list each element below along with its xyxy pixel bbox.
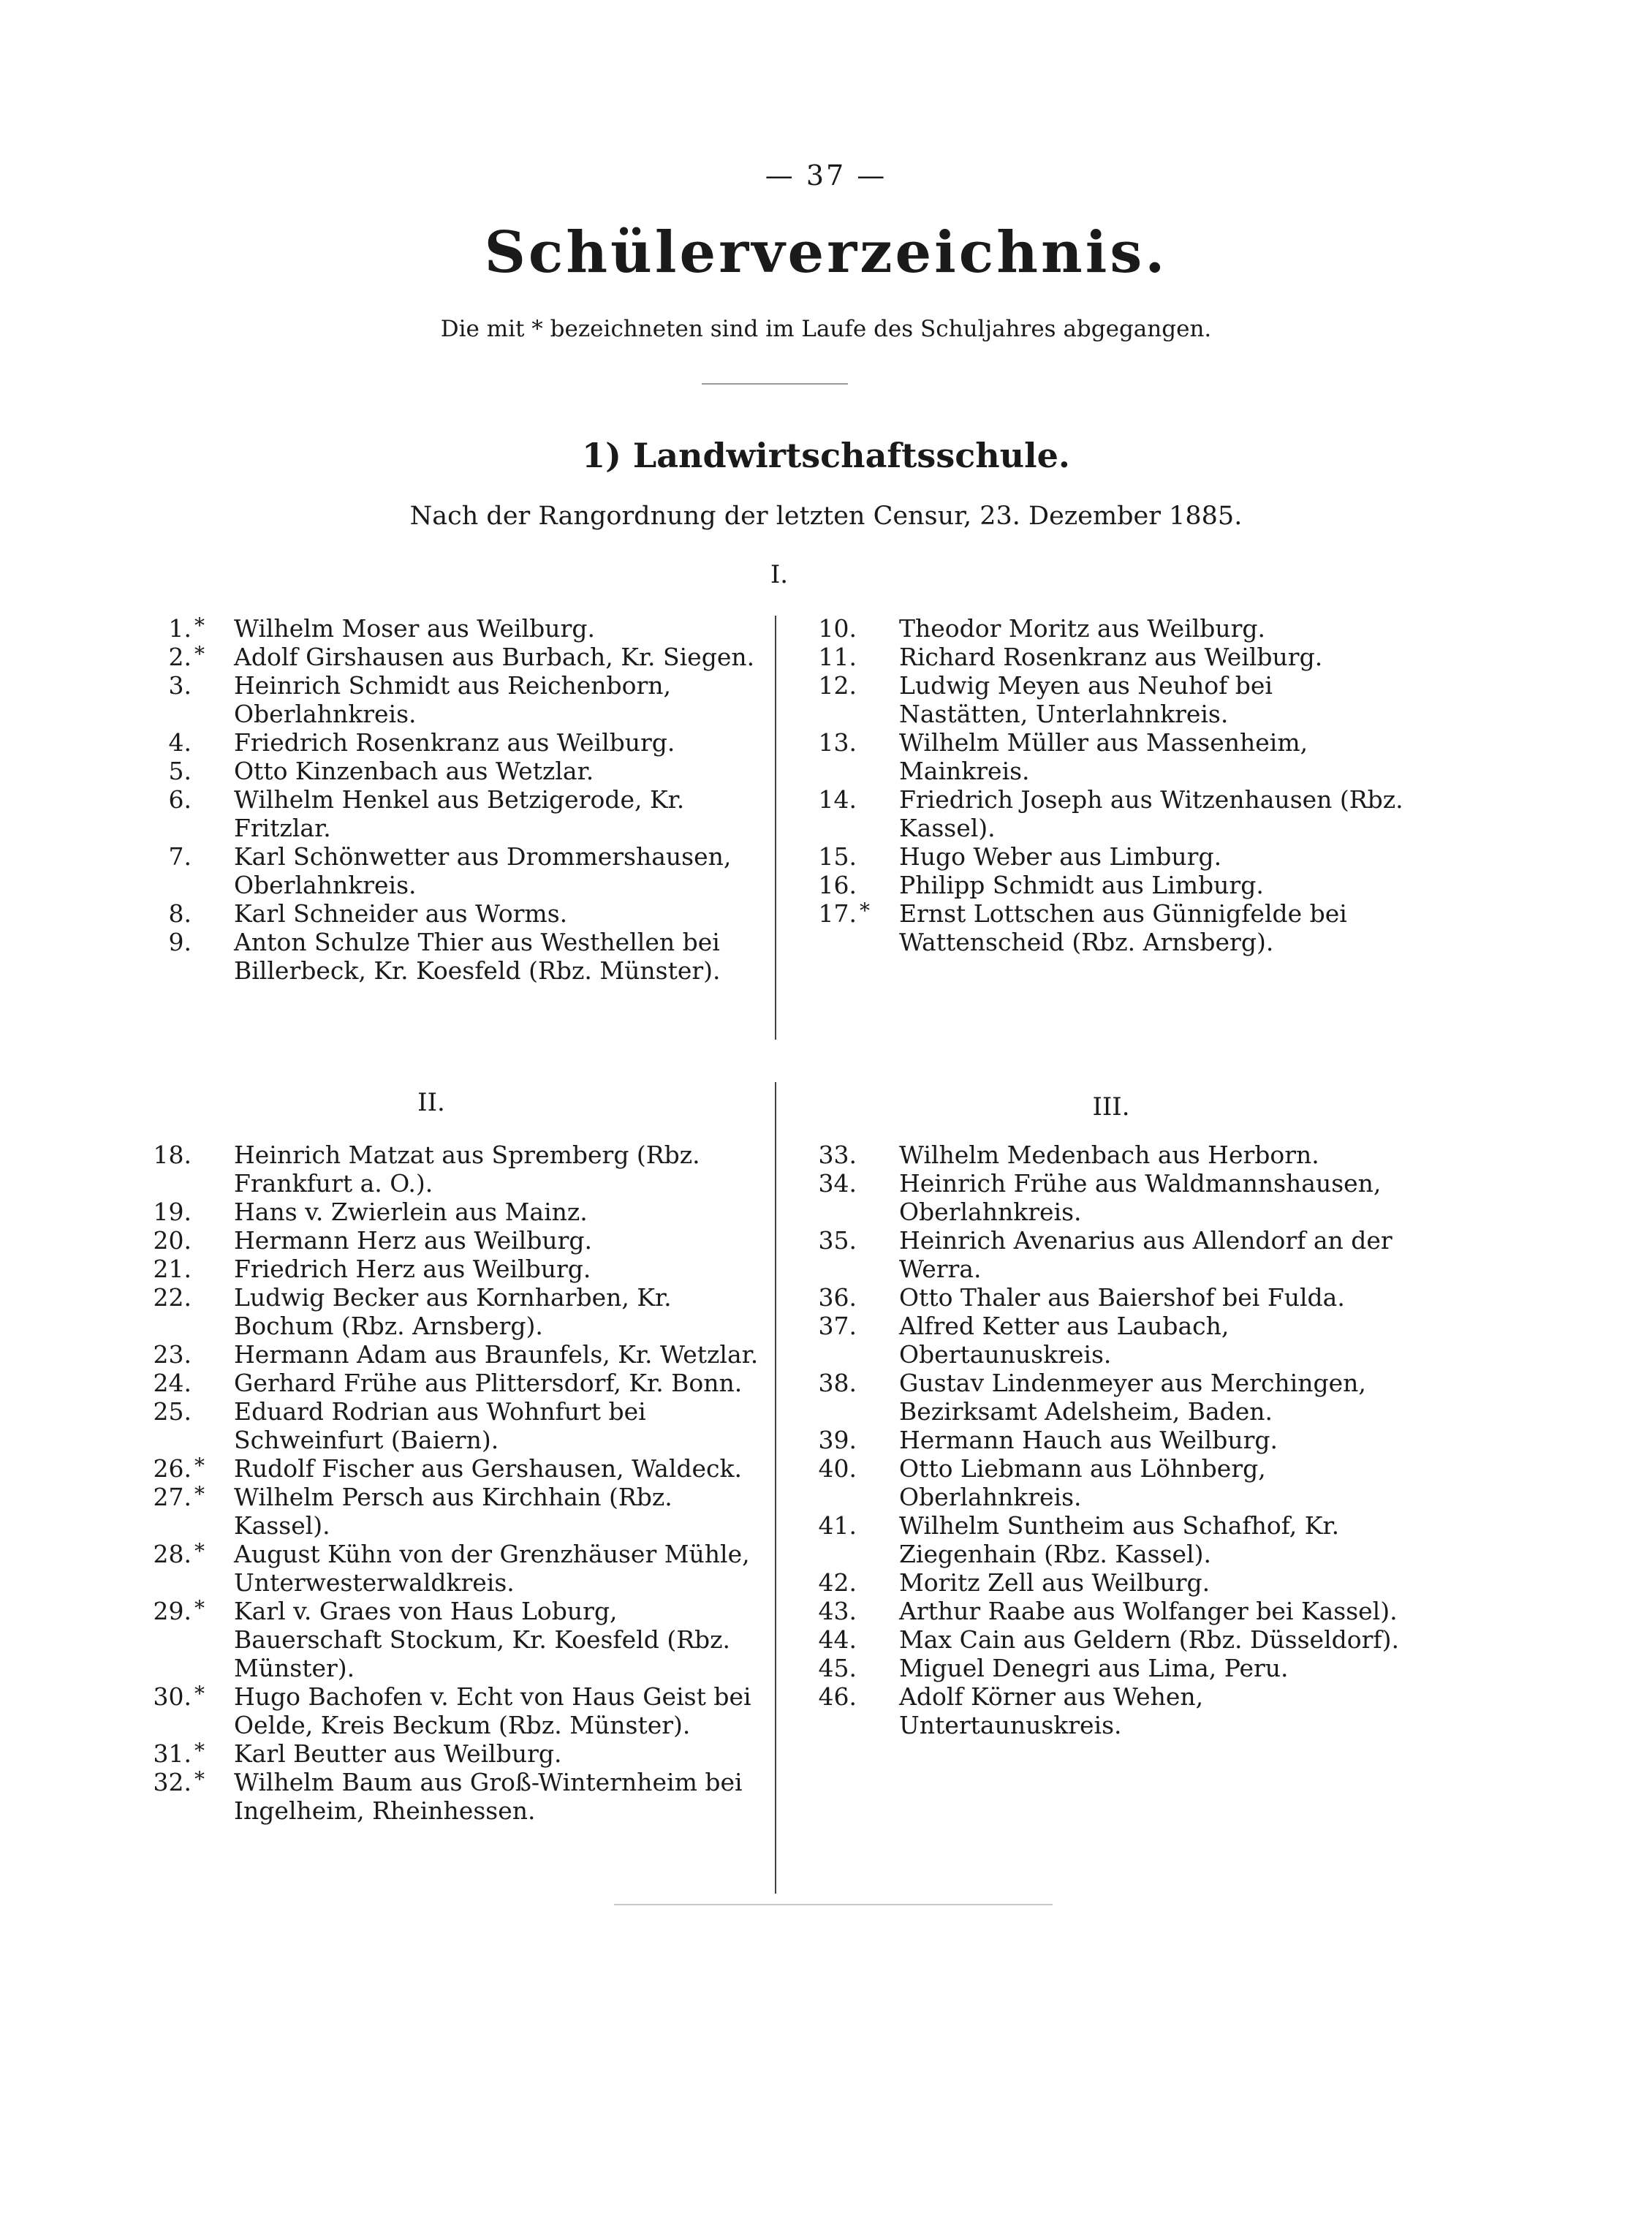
student-entry: [124, 1369, 768, 1397]
student-text: Arthur Raabe aus Wolfanger bei Kassel).: [899, 1597, 1398, 1625]
student-text: Adolf Körner aus Wehen, Untertaunuskreis.: [899, 1682, 1204, 1739]
entry-number: 21.: [153, 1255, 192, 1283]
group-one-right-list: [789, 614, 1403, 956]
departed-mark: *: [194, 1767, 205, 1791]
departed-mark: *: [194, 1482, 205, 1506]
student-text: Wilhelm Moser aus Weilburg.: [234, 614, 595, 643]
student-entry: [124, 1397, 768, 1454]
entry-number: 41.: [818, 1511, 857, 1540]
entry-number: 6.: [168, 785, 192, 814]
departed-mark: *: [194, 1596, 205, 1620]
student-text: Hermann Hauch aus Weilburg.: [899, 1426, 1278, 1454]
entry-number: 29.: [153, 1597, 192, 1625]
student-entry: [124, 1682, 768, 1739]
student-entry: [789, 1426, 1403, 1454]
student-text: Wilhelm Müller aus Massenheim, Mainkreis.: [899, 728, 1308, 785]
column-divider: [775, 616, 776, 1040]
student-text: Anton Schulze Thier aus Westhellen bei Billerbeck, Kr. Koesfeld (Rbz. Münster).: [234, 928, 721, 985]
entry-number: 5.: [168, 757, 192, 785]
student-text: Karl Beutter aus Weilburg.: [234, 1739, 562, 1768]
student-entry: [124, 728, 768, 757]
entry-number: 18.: [153, 1141, 192, 1169]
section-heading: 1) Landwirtschaftsschule.: [582, 436, 1070, 475]
title-divider: [702, 383, 848, 385]
group-label-three: III.: [1092, 1092, 1130, 1122]
student-text: Rudolf Fischer aus Gershausen, Waldeck.: [234, 1454, 742, 1483]
student-entry: [124, 842, 768, 899]
student-entry: [124, 1226, 768, 1255]
entry-number: 9.: [168, 928, 192, 956]
subtitle-note: Die mit * bezeichneten sind im Laufe des Schuljahres abgegangen.: [440, 316, 1212, 342]
student-text: Ludwig Becker aus Kornharben, Kr. Bochum (Rbz. Arnsberg).: [234, 1283, 672, 1340]
entry-number: 25.: [153, 1397, 192, 1426]
departed-mark: *: [194, 642, 205, 666]
student-entry: [789, 671, 1403, 728]
student-text: Hermann Herz aus Weilburg.: [234, 1226, 592, 1255]
departed-mark: *: [860, 899, 870, 923]
student-entry: [124, 899, 768, 928]
student-text: Heinrich Avenarius aus Allendorf an der Werra.: [899, 1226, 1393, 1283]
entry-number: 40.: [818, 1454, 857, 1483]
student-entry: [789, 1283, 1403, 1312]
student-text: Ludwig Meyen aus Neuhof bei Nastätten, Unterlahnkreis.: [899, 671, 1273, 728]
student-entry: [124, 757, 768, 785]
student-text: Theodor Moritz aus Weilburg.: [899, 614, 1266, 643]
entry-number: 28.: [153, 1540, 192, 1568]
student-entry: [124, 785, 768, 842]
student-text: Gerhard Frühe aus Plittersdorf, Kr. Bonn.: [234, 1369, 743, 1397]
student-text: Heinrich Matzat aus Spremberg (Rbz. Frankfurt a. O.).: [234, 1141, 700, 1198]
ranking-note: Nach der Rangordnung der letzten Censur, 23. Dezember 1885.: [409, 502, 1243, 531]
student-entry: [124, 671, 768, 728]
student-entry: [124, 1739, 768, 1768]
student-entry: [789, 1511, 1403, 1568]
student-entry: [124, 1454, 768, 1483]
student-entry: [124, 1768, 768, 1825]
entry-number: 20.: [153, 1226, 192, 1255]
entry-number: 19.: [153, 1198, 192, 1226]
student-text: Wilhelm Henkel aus Betzigerode, Kr. Fritzlar.: [234, 785, 685, 842]
entry-number: 3.: [168, 671, 192, 700]
entry-number: 39.: [818, 1426, 857, 1454]
entry-number: 12.: [818, 671, 857, 700]
student-entry: [789, 643, 1403, 671]
student-text: Alfred Ketter aus Laubach, Obertaunuskreis.: [899, 1312, 1229, 1369]
student-text: Karl v. Graes von Haus Loburg, Bauerschaft Stockum, Kr. Koesfeld (Rbz. Münster).: [234, 1597, 731, 1682]
student-text: Otto Thaler aus Baiershof bei Fulda.: [899, 1283, 1345, 1312]
student-entry: [789, 1625, 1403, 1654]
entry-number: 42.: [818, 1568, 857, 1597]
entry-number: 26.: [153, 1454, 192, 1483]
student-entry: [789, 1369, 1403, 1426]
student-entry: [124, 1198, 768, 1226]
student-text: Hans v. Zwierlein aus Mainz.: [234, 1198, 588, 1226]
student-entry: [789, 1169, 1403, 1226]
student-text: Otto Kinzenbach aus Wetzlar.: [234, 757, 594, 785]
entry-number: 10.: [818, 614, 857, 643]
page-title: Schülerverzeichnis.: [484, 219, 1168, 286]
student-entry: [124, 1340, 768, 1369]
student-entry: [789, 1454, 1403, 1511]
entry-number: 38.: [818, 1369, 857, 1397]
entry-number: 43.: [818, 1597, 857, 1625]
entry-number: 14.: [818, 785, 857, 814]
student-entry: [124, 643, 768, 671]
student-text: Eduard Rodrian aus Wohnfurt bei Schweinfurt (Baiern).: [234, 1397, 646, 1454]
student-text: Max Cain aus Geldern (Rbz. Düsseldorf).: [899, 1625, 1399, 1654]
student-entry: [789, 1226, 1403, 1283]
departed-mark: *: [194, 1539, 205, 1563]
entry-number: 31.: [153, 1739, 192, 1768]
student-entry: [124, 1141, 768, 1198]
student-text: Gustav Lindenmeyer aus Merchingen, Bezirksamt Adelsheim, Baden.: [899, 1369, 1366, 1426]
entry-number: 2.: [168, 643, 192, 671]
student-entry: [789, 1568, 1403, 1597]
group-three-list: [789, 1141, 1403, 1739]
entry-number: 13.: [818, 728, 857, 757]
entry-number: 45.: [818, 1654, 857, 1682]
student-entry: [789, 785, 1403, 842]
student-text: Heinrich Schmidt aus Reichenborn, Oberlahnkreis.: [234, 671, 672, 728]
entry-number: 34.: [818, 1169, 857, 1198]
departed-mark: *: [194, 613, 205, 638]
student-entry: [789, 1312, 1403, 1369]
entry-number: 16.: [818, 871, 857, 899]
entry-number: 30.: [153, 1682, 192, 1711]
group-one-left-list: [124, 614, 768, 985]
student-entry: [789, 871, 1403, 899]
student-text: Heinrich Frühe aus Waldmannshausen, Oberlahnkreis.: [899, 1169, 1382, 1226]
student-entry: [789, 728, 1403, 785]
student-entry: [124, 1283, 768, 1340]
entry-number: 22.: [153, 1283, 192, 1312]
student-entry: [789, 842, 1403, 871]
departed-mark: *: [194, 1682, 205, 1706]
student-text: Wilhelm Suntheim aus Schafhof, Kr. Ziegenhain (Rbz. Kassel).: [899, 1511, 1340, 1568]
student-entry: [789, 1654, 1403, 1682]
student-entry: [124, 1597, 768, 1682]
entry-number: 1.: [168, 614, 192, 643]
student-entry: [789, 1682, 1403, 1739]
entry-number: 27.: [153, 1483, 192, 1511]
student-entry: [124, 1255, 768, 1283]
student-text: Wilhelm Baum aus Groß-Winternheim bei Ingelheim, Rheinhessen.: [234, 1768, 743, 1825]
student-text: Miguel Denegri aus Lima, Peru.: [899, 1654, 1289, 1682]
departed-mark: *: [194, 1739, 205, 1763]
student-entry: [789, 899, 1403, 956]
entry-number: 33.: [818, 1141, 857, 1169]
student-text: Friedrich Joseph aus Witzenhausen (Rbz. Kassel).: [899, 785, 1403, 842]
student-text: Wilhelm Persch aus Kirchhain (Rbz. Kassel).: [234, 1483, 672, 1540]
entry-number: 17.: [818, 899, 857, 928]
departed-mark: *: [194, 1453, 205, 1478]
entry-number: 7.: [168, 842, 192, 871]
entry-number: 32.: [153, 1768, 192, 1796]
entry-number: 37.: [818, 1312, 857, 1340]
student-text: Friedrich Rosenkranz aus Weilburg.: [234, 728, 675, 757]
entry-number: 46.: [818, 1682, 857, 1711]
student-entry: [789, 1597, 1403, 1625]
student-text: Moritz Zell aus Weilburg.: [899, 1568, 1210, 1597]
student-text: Hermann Adam aus Braunfels, Kr. Wetzlar.: [234, 1340, 759, 1369]
entry-number: 36.: [818, 1283, 857, 1312]
student-text: Hugo Weber aus Limburg.: [899, 842, 1222, 871]
entry-number: 4.: [168, 728, 192, 757]
page-number: — 37 —: [765, 159, 887, 192]
group-two-list: [124, 1141, 768, 1825]
student-entry: [789, 614, 1403, 643]
entry-number: 35.: [818, 1226, 857, 1255]
entry-number: 44.: [818, 1625, 857, 1654]
entry-number: 24.: [153, 1369, 192, 1397]
entry-number: 8.: [168, 899, 192, 928]
entry-number: 23.: [153, 1340, 192, 1369]
student-entry: [124, 614, 768, 643]
entry-number: 11.: [818, 643, 857, 671]
student-text: Karl Schönwetter aus Drommershausen, Oberlahnkreis.: [234, 842, 732, 899]
column-divider: [775, 1082, 776, 1894]
student-text: Hugo Bachofen v. Echt von Haus Geist bei Oelde, Kreis Beckum (Rbz. Münster).: [234, 1682, 751, 1739]
group-label-two: II.: [417, 1088, 445, 1117]
student-text: Ernst Lottschen aus Günnigfelde bei Wattenscheid (Rbz. Arnsberg).: [899, 899, 1347, 956]
student-entry: [789, 1141, 1403, 1169]
student-text: Richard Rosenkranz aus Weilburg.: [899, 643, 1323, 671]
student-entry: [124, 928, 768, 985]
student-text: August Kühn von der Grenzhäuser Mühle, Unterwesterwaldkreis.: [234, 1540, 750, 1597]
student-text: Wilhelm Medenbach aus Herborn.: [899, 1141, 1319, 1169]
student-text: Karl Schneider aus Worms.: [234, 899, 568, 928]
student-entry: [124, 1540, 768, 1597]
group-label-one: I.: [770, 560, 789, 589]
student-text: Friedrich Herz aus Weilburg.: [234, 1255, 591, 1283]
bottom-rule: [614, 1904, 1053, 1905]
student-text: Adolf Girshausen aus Burbach, Kr. Siegen.: [234, 643, 755, 671]
entry-number: 15.: [818, 842, 857, 871]
student-text: Otto Liebmann aus Löhnberg, Oberlahnkreis.: [899, 1454, 1266, 1511]
student-text: Philipp Schmidt aus Limburg.: [899, 871, 1264, 899]
student-entry: [124, 1483, 768, 1540]
